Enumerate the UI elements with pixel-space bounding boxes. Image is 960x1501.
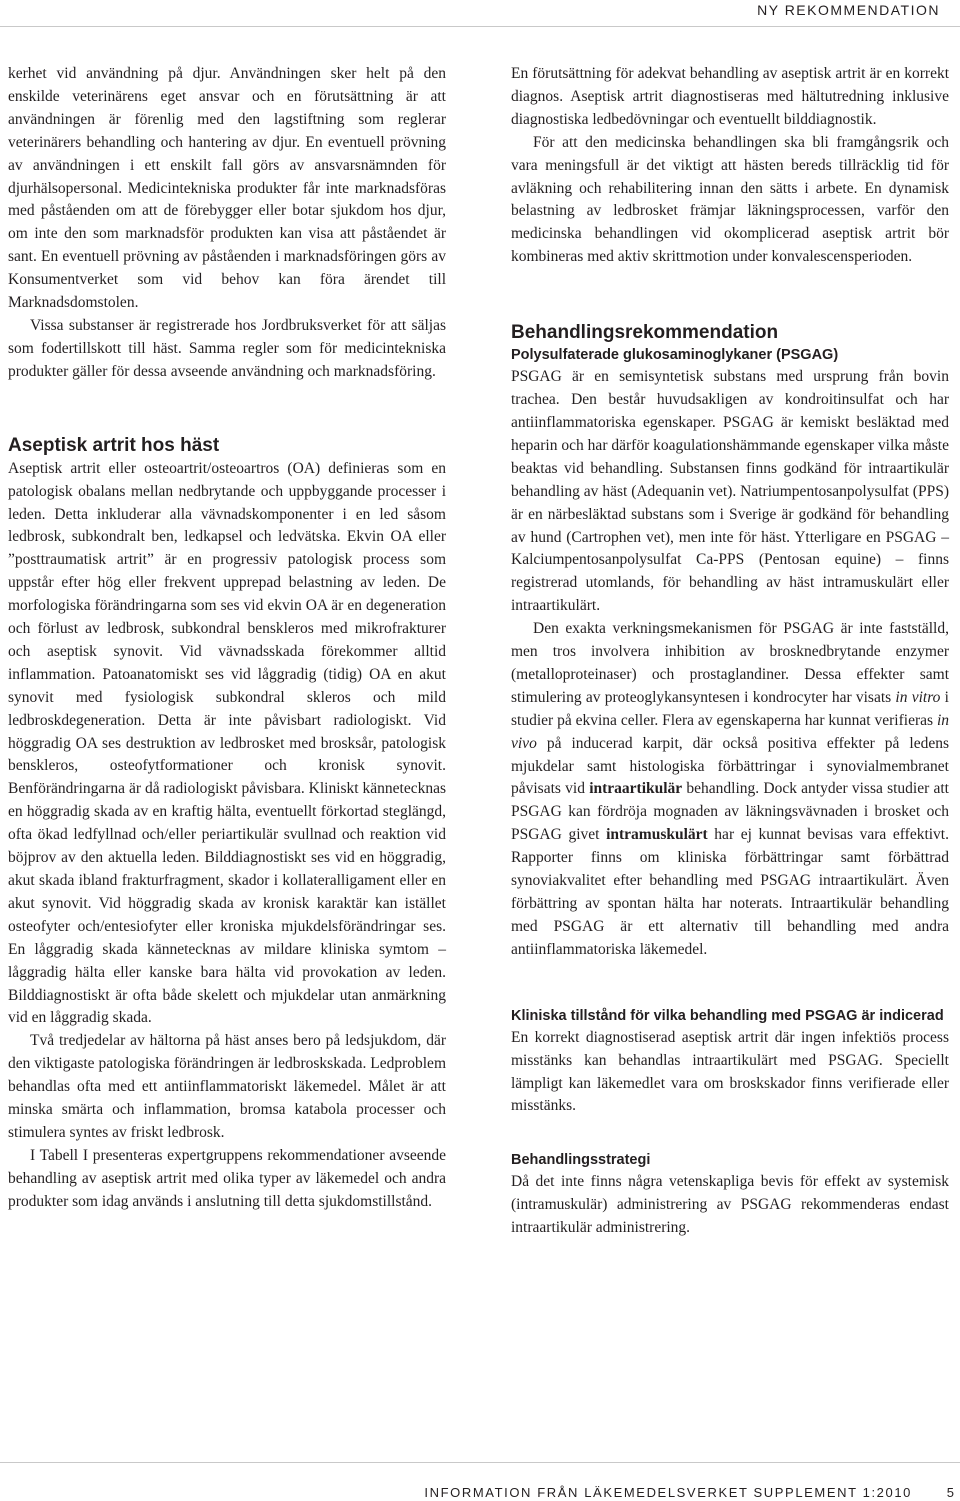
- italic-in-vivo: in vivo: [511, 711, 949, 752]
- spacer: [511, 1118, 949, 1150]
- page-footer: [0, 1462, 960, 1501]
- left-paragraph-2: Vissa substanser är registrerade hos Jordbruksverket för att säljas som fodertillskott till häst. Samma regler som för medicintekniska produkter gäller för dessa avseende användning och marknadsföring.: [8, 316, 446, 380]
- subheading-psgag: Polysulfaterade glukosaminoglykaner (PSGAG): [511, 347, 839, 364]
- left-paragraph-3: Aseptisk artrit eller osteoartrit/osteoartros (OA) definieras som en patologisk obalans mellan nedbrytande och uppbyggande processer i leden. Detta inkluderar alla vävnadskomponenter i en led såsom ledbrosk, subkondralt ben, ledkapsel och ledvätska. Ekvin OA eller ”posttraumatisk artrit” är en progressiv patologisk process som uppstår efter hög eller frekvent upprepad belastning av leden. De morfologiska förändringarna som ses vid ekvin OA är en degeneration och förlust av ledbrosk, subkondral benskleros med mikrofrakturer och aseptisk synovit. Vid vävnadsskada förekommer alltid inflammation. Patoanatomiskt ses vid låggradig (tidig) OA en akut synovit med fysiologisk subkondral skleros och mild ledbroskdegeneration. Detta är inte påvisbart radiologiskt. Vid höggradig OA ses destruktion av ledbrosket med brosksår, patologisk benskleros, osteofytformationer och kronisk synovit. Benförändringarna är då radiologiskt påvisbara. Kliniskt kännetecknas en höggradig skada av en kraftig hälta, eventuellt förkortad steglängd, ofta ökad ledfyllnad och/eller periartikulär svullnad och reaktion vid böjprov av den aktuella leden. Bilddiagnostiskt ses vid en höggradig, akut skada ibland frakturfragment, skador i kollateralligament eller en akut synovit. Vid höggradig skada av kronisk karaktär kan istället osteofyter och/entesiofyter eller kroniska mjukdelsförändringar ses. En låggradig skada kännetecknas av mildare kliniska symtom – låggradig hälta eller kanske bara hälta vid provokation av leden. Bilddiagnostiskt är ofta både skelett och mjukdelar utan anmärkning vid en låggradig skada.: [8, 459, 446, 1027]
- left-paragraph-5: I Tabell I presenteras expertgruppens rekommendationer avseende behandling av aseptisk artrit med olika typer av läkemedel och andra produkter som idag används i anslutning till detta sjukdomstillstånd.: [8, 1146, 446, 1210]
- left-paragraph-1: kerhet vid användning på djur. Användningen sker helt på den enskilde veterinärens eget ansvar och en förutsättning är att användningen är förenlig med den lagstiftning som reglerar veterinärers behandling och hantering av djur. En eventuell prövning av användningen i ett enskilt fall görs av ansvarsnämnden för djurhälsopersonal. Medicintekniska produkter får inte marknadsföras med påståenden om att de förebygger eller botar sjukdom hos djur, om inte den som marknadsför produkten kan visa att påståendet är sant. En eventuell prövning av påståenden i marknadsföringen görs av Konsumentverket som vid behov kan föra ärendet till Marknadsdomstolen.: [8, 65, 446, 312]
- header-section-label: NY REKOMMENDATION: [757, 2, 940, 18]
- spacer: [511, 269, 949, 321]
- italic-in-vitro: in vitro: [895, 688, 941, 706]
- right-paragraph-5: En korrekt diagnostiserad aseptisk artrit där ingen infektiös process misstänks kan behandlas intraartikulärt med PSGAG. Speciellt lämpligt kan läkemedlet vara om broskskador finns verifierade eller misstänks.: [511, 1028, 949, 1115]
- spacer: [8, 384, 446, 434]
- right-column: [511, 63, 949, 1240]
- right-paragraph-4: Den exakta verkningsmekanismen för PSGAG är inte fastställd, men tros involvera inhibition av brosknedbrytande enzymer (metalloproteinaser) och prostaglandiner. Dessa effekter samt stimulering av proteoglykansyntesen i kondrocyter har visats in vitro i studier på ekvina celler. Flera av egenskaperna har kunnat verifieras in vivo på inducerad karpit, där också positiva effekter på ledens mjukdelar samt histologiska förbättringar i synovialmembranet påvisats vid intraartikulär behandling. Dock antyder vissa studier att PSGAG kan fördröja mognaden av läkningsvävnaden i brosket och PSGAG givet intramuskulärt har ej kunnat bevisas vara effektivt. Rapporter finns om kliniska förbättringar samt förbättrad synoviakvalitet efter behandling med PSGAG intraartikulärt. Även förbättring av spontan hälta har noterats. Intraartikulär behandling med PSGAG är ett alternativ till behandling med andra antiinflammatoriska läkemedel.: [511, 620, 949, 958]
- section-heading-aseptisk-artrit: Aseptisk artrit hos häst: [8, 434, 220, 456]
- page-header: [0, 0, 960, 34]
- section-heading-behandlingsrekommendation: Behandlingsrekommendation: [511, 322, 779, 344]
- subheading-kliniska-tillstand: Kliniska tillstånd för vilka behandling med PSGAG är indicerad: [511, 1007, 944, 1024]
- spacer: [511, 962, 949, 1006]
- right-paragraph-1: En förutsättning för adekvat behandling av aseptisk artrit är en korrekt diagnos. Aseptisk artrit diagnostiseras med hältutredning inklusive diagnostiska ledbedövningar och eventuellt bilddiagnostik.: [511, 65, 949, 128]
- right-paragraph-6: Då det inte finns några vetenskapliga bevis för effekt av systemisk (intramuskulär) administrering av PSGAG rekommenderas endast intraartikulär administrering.: [511, 1173, 949, 1237]
- right-paragraph-2: För att den medicinska behandlingen ska bli framgångsrik och vara meningsfull är det viktigt att hästen bereds tillräcklig tid för avläkning och rehabilitering innan den sätts i arbete. En dynamisk belastning av ledbrosket främjar läkningsprocessen, varför den medicinska behandlingen vid okomplicerad aseptisk artrit bör kombineras med aktiv skrittmotion under konvalescensperioden.: [511, 133, 949, 266]
- page-number: 5: [946, 1485, 954, 1500]
- left-column: [8, 63, 446, 1214]
- left-paragraph-4: Två tredjedelar av hältorna på häst anses bero på ledsjukdom, där den viktigaste patologiska förändringen är ledbroskskada. Ledproblem behandlas ofta med ett antiinflammatoriskt läkemedel. Målet är att minska smärta och inflammation, bromsa katabola processer och stimulera syntes av friskt ledbrosk.: [8, 1032, 446, 1141]
- subheading-behandlingsstrategi: Behandlingsstrategi: [511, 1152, 651, 1169]
- footer-publication: INFORMATION FRÅN LÄKEMEDELSVERKET SUPPLEMENT 1:2010: [424, 1485, 912, 1500]
- header-divider: [0, 26, 960, 27]
- bold-intraartikular: intraartikulär: [589, 780, 683, 798]
- bold-intramuskulart: intramuskulärt: [606, 826, 708, 844]
- right-paragraph-3: PSGAG är en semisyntetisk substans med ursprung från bovin trachea. Den består huvudsakligen av kondroitinsulfat och har antiinflammatoriska egenskaper. PSGAG är kemiskt besläktad med heparin och har därför koagulationshämmande egenskaper vilka måste beaktas vid behandling. Substansen finns godkänd för intraartikulär behandling av häst (Adequanin vet). Natriumpentosanpolysulfat (PPS) är en närbesläktad substans som i Sverige är godkänd för behandling av hund (Cartrophen vet), men inte för häst. Ytterligare en PSGAG – Kalciumpentosanpolysulfat Ca-PPS (Pentosan equine) – finns registrerad utomlands, för behandling av häst intramuskulärt eller intraartikulärt.: [511, 368, 949, 615]
- footer-divider: [0, 1462, 960, 1463]
